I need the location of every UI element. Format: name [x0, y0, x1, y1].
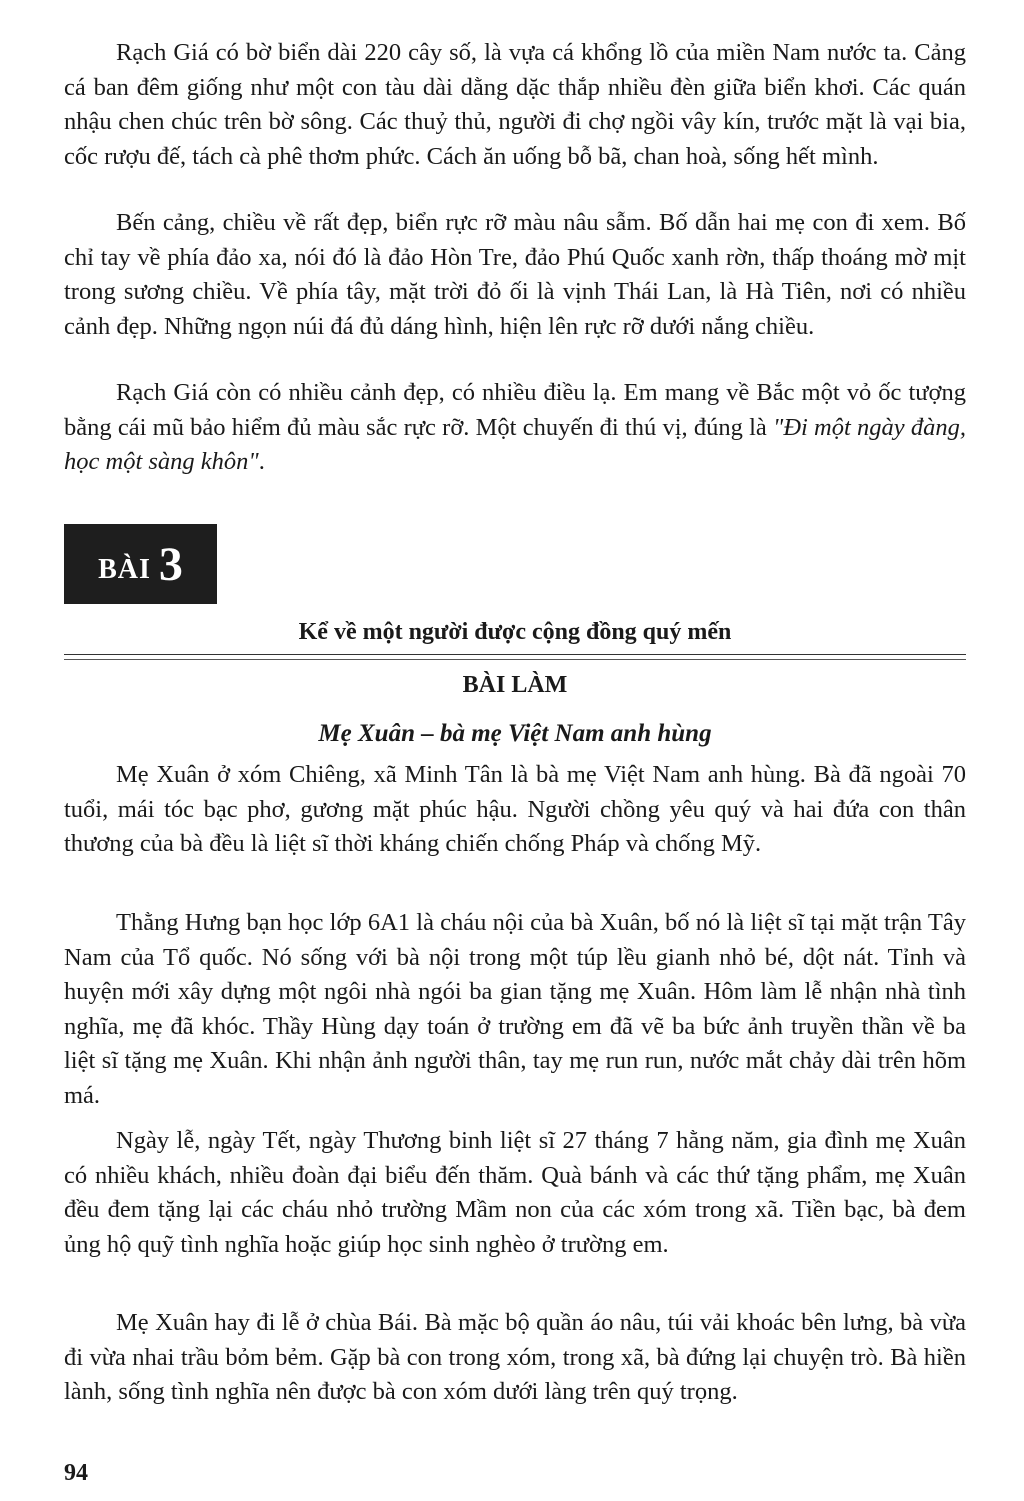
section-heading: BÀI LÀM: [462, 672, 568, 698]
lesson-number: 3: [158, 537, 183, 591]
intro-paragraph-2: Bến cảng, chiều về rất đẹp, biển rực rỡ màu nâu sẫm. Bố dẫn hai mẹ con đi xem. Bố chỉ tay về phía đảo xa, nói đó là đảo Hòn Tre, đảo Phú Quốc xanh rờn, thấp thoáng mờ mịt trong sương chiều. Về phía tây, mặt trời đỏ ối là vịnh Thái Lan, là Hà Tiên, nơi có nhiều cảnh đẹp. Những ngọn núi đá đủ dáng hình, hiện lên rực rỡ dưới nắng chiều.: [64, 209, 966, 340]
lesson-label: BÀI: [98, 554, 151, 585]
proverb-quote: "Đi một ngày đàng, học một sàng khôn": [64, 413, 966, 476]
intro-paragraph-3: [64, 376, 966, 480]
title-divider-thin: [64, 659, 966, 660]
essay-paragraph-4: Mẹ Xuân hay đi lễ ở chùa Bái. Bà mặc bộ quần áo nâu, túi vải khoác bên lưng, bà vừa đi vừa nhai trầu bỏm bẻm. Gặp bà con trong xóm, trong xã, bà đứng lại chuyện trò. Bà hiền lành, sống tình nghĩa nên được bà con xóm dưới làng trên quý trọng.: [64, 1309, 966, 1406]
essay-title: Mẹ Xuân – bà mẹ Việt Nam anh hùng: [318, 720, 712, 747]
essay-paragraph-3: Ngày lễ, ngày Tết, ngày Thương binh liệt sĩ 27 tháng 7 hằng năm, gia đình mẹ Xuân có nhiều khách, nhiều đoàn đại biểu đến thăm. Quà bánh và các thứ tặng phẩm, mẹ Xuân đều đem tặng lại các cháu nhỏ trường Mầm non của các xóm trong xã. Tiền bạc, bà đem ủng hộ quỹ tình nghĩa hoặc giúp học sinh nghèo ở trường em.: [64, 1127, 966, 1258]
intro-paragraph-1: Rạch Giá có bờ biển dài 220 cây số, là vựa cá khổng lồ của miền Nam nước ta. Cảng cá ban đêm giống như một con tàu dài dằng dặc thắp nhiều đèn giữa biển khơi. Các quán nhậu chen chúc trên bờ sông. Các thuỷ thủ, người đi chợ ngồi vây kín, trước mặt là vại bia, cốc rượu đế, tách cà phê thơm phức. Cách ăn uống bỗ bã, chan hoà, sống hết mình.: [64, 39, 966, 170]
lesson-title: Kể về một người được cộng đồng quý mến: [298, 619, 732, 645]
essay-paragraph-1: Mẹ Xuân ở xóm Chiêng, xã Minh Tân là bà mẹ Việt Nam anh hùng. Bà đã ngoài 70 tuổi, mái tóc bạc phơ, gương mặt phúc hậu. Người chồng yêu quý và hai đứa con thân thương của bà đều là liệt sĩ thời kháng chiến chống Pháp và chống Mỹ.: [64, 761, 966, 858]
lesson-label-box: [64, 524, 217, 604]
essay-paragraph-2: Thằng Hưng bạn học lớp 6A1 là cháu nội của bà Xuân, bố nó là liệt sĩ tại mặt trận Tây Nam của Tổ quốc. Nó sống với bà nội trong một túp lều gianh nhỏ bé, dột nát. Tỉnh và huyện mới xây dựng một ngôi nhà ngói ba gian tặng mẹ Xuân. Hôm làm lễ nhận nhà tình nghĩa, mẹ đã khóc. Thầy Hùng dạy toán ở trường em đã vẽ ba bức ảnh truyền thần về ba liệt sĩ tặng mẹ Xuân. Khi nhận ảnh người thân, tay mẹ run run, nước mắt chảy dài trên hõm má.: [64, 909, 966, 1109]
title-divider: [64, 654, 966, 655]
intro-paragraph-3-end: .: [258, 448, 265, 476]
page-number: 94: [64, 1460, 88, 1486]
intro-paragraph-3-text: Rạch Giá còn có nhiều cảnh đẹp, có nhiều điều lạ. Em mang về Bắc một vỏ ốc tượng bằng cái mũ bảo hiểm đủ màu sắc rực rỡ. Một chuyến đi thú vị, đúng là: [64, 379, 966, 441]
